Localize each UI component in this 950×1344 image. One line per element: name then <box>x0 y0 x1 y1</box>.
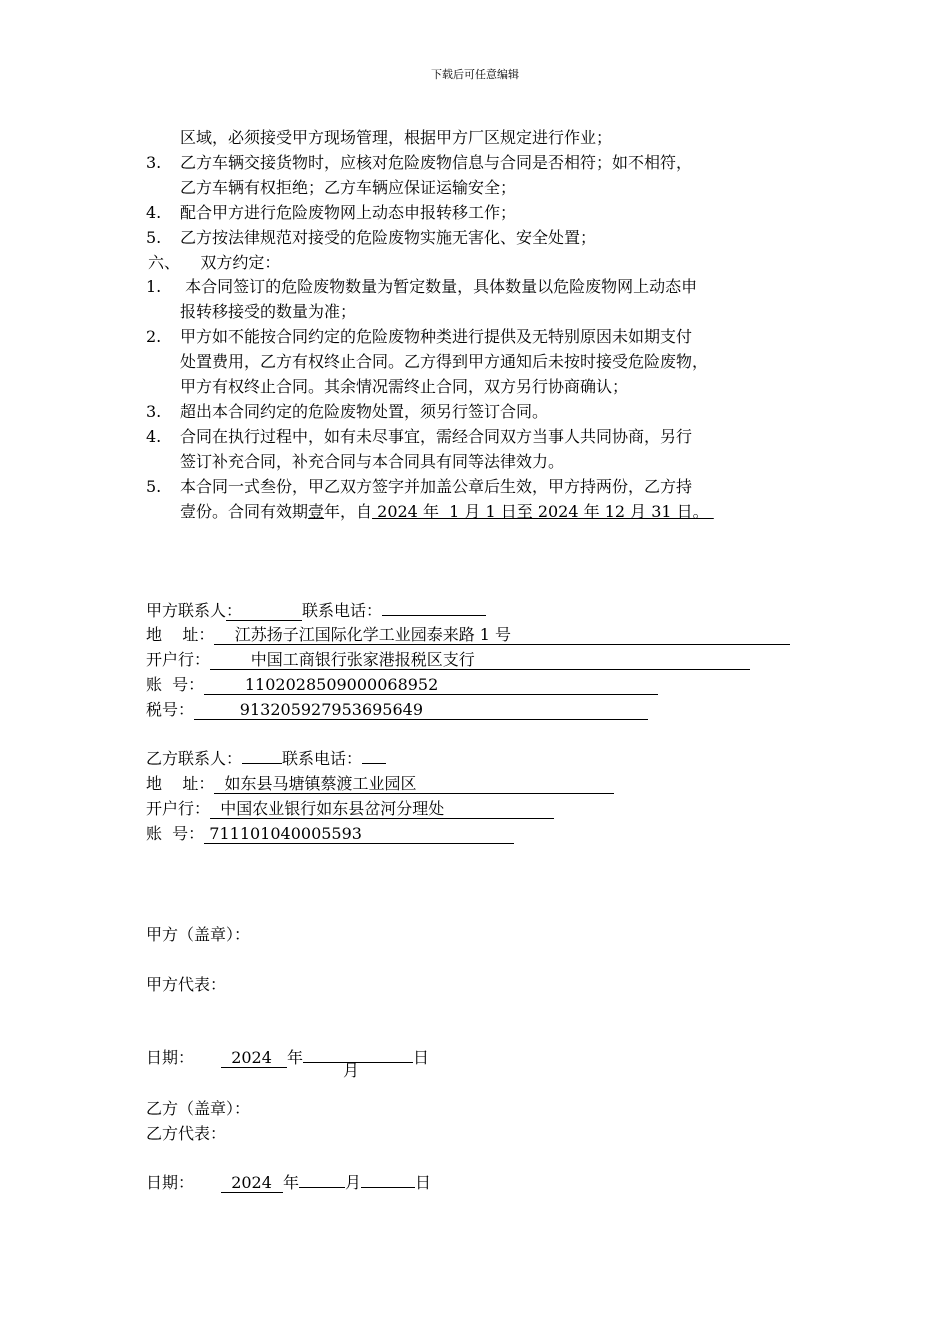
clause-number: 5. <box>146 228 162 247</box>
party-a-day-unit: 日 <box>413 1048 430 1067</box>
party-a-seal-label: 甲方（盖章）： <box>146 925 251 944</box>
party-b-phone-field <box>362 763 386 764</box>
party-a-date-label: 日期： <box>146 1048 195 1067</box>
party-a-date-row <box>146 1047 430 1080</box>
validity-mid: 年，自 <box>324 502 373 521</box>
party-a-representative-label: 甲方代表： <box>146 975 227 994</box>
party-b-day-field <box>361 1187 415 1188</box>
clause-number: 4. <box>146 427 162 446</box>
validity-prefix: 壹份。合同有效期 <box>180 502 309 521</box>
clause-line: 本合同签订的危险废物数量为暂定数量，具体数量以危险废物网上动态申 <box>180 277 698 296</box>
party-a-year-unit: 年 <box>287 1048 304 1067</box>
clause-line: 合同在执行过程中，如有未尽事宜，需经合同双方当事人共同协商，另行 <box>180 427 693 446</box>
party-b-year-unit: 年 <box>283 1173 300 1192</box>
party-b-bank-label: 开户行： <box>146 799 211 818</box>
page-header: 下载后可任意编辑 <box>431 68 519 81</box>
clause-number: 3. <box>146 402 162 421</box>
party-b-date-row <box>146 1172 431 1194</box>
party-b-contact-row <box>146 748 386 770</box>
party-b-bank-value: 中国农业银行如东县岔河分理处 <box>210 800 554 819</box>
clause-line: 报转移接受的数量为准； <box>180 302 357 321</box>
party-a-address-value: 江苏扬子江国际化学工业园泰来路 1 号 <box>214 626 790 645</box>
clause-number: 5. <box>146 477 162 496</box>
clause-line: 乙方按法律规范对接受的危险废物实施无害化、安全处置； <box>180 228 597 247</box>
clause-number: 4. <box>146 203 162 222</box>
party-a-bank-row <box>146 649 750 671</box>
party-b-bank-row <box>146 798 554 820</box>
party-a-address-label: 地 址： <box>146 625 215 644</box>
party-b-date-year: 2024 <box>221 1174 283 1193</box>
clause-line: 本合同一式叁份，甲乙双方签字并加盖公章后生效，甲方持两份，乙方持 <box>180 477 693 496</box>
party-b-day-unit: 日 <box>415 1173 432 1192</box>
party-a-tax-value: 913205927953695649 <box>194 701 648 720</box>
party-b-address-label: 地 址： <box>146 774 215 793</box>
party-a-address-row <box>146 624 790 646</box>
clause-line: 甲方有权终止合同。其余情况需终止合同，双方另行协商确认； <box>180 377 629 396</box>
clause-line: 签订补充合同，补充合同与本合同具有同等法律效力。 <box>180 452 565 471</box>
party-a-account-label: 账 号： <box>146 675 205 694</box>
party-b-account-label: 账 号： <box>146 824 205 843</box>
clause-line: 甲方如不能按合同约定的危险废物种类进行提供及无特别原因未如期支付 <box>180 327 693 346</box>
party-a-account-value: 1102028509000068952 <box>204 676 658 695</box>
party-b-seal-label: 乙方（盖章）： <box>146 1099 251 1118</box>
party-a-phone-field <box>382 615 486 616</box>
party-a-contact-row <box>146 600 486 622</box>
party-b-contact-field <box>242 763 282 764</box>
party-a-date-year: 2024 <box>221 1049 287 1068</box>
party-a-tax-row <box>146 699 648 721</box>
clause-number: 1. <box>146 277 162 296</box>
party-a-tax-label: 税号： <box>146 700 195 719</box>
clause-number: 3. <box>146 153 162 172</box>
party-a-contact-colon: ： <box>226 601 243 620</box>
clause-line: 乙方车辆有权拒绝；乙方车辆应保证运输安全； <box>180 178 517 197</box>
party-a-month-unit: 月 <box>343 1061 360 1080</box>
section-heading: 六、 双方约定： <box>148 253 281 272</box>
validity-term: 壹 <box>308 502 325 521</box>
party-b-phone-label: 联系电话： <box>282 749 363 768</box>
validity-line <box>180 501 714 523</box>
clause-line: 处置费用，乙方有权终止合同。乙方得到甲方通知后未按时接受危险废物， <box>180 352 709 371</box>
validity-period: 2024 年 1 月 1 日至 2024 年 12 月 31 日。 <box>372 502 714 521</box>
clause-number: 2. <box>146 327 162 346</box>
clause-line: 区域，必须接受甲方现场管理，根据甲方厂区规定进行作业； <box>180 128 613 147</box>
party-b-address-value: 如东县马塘镇蔡渡工业园区 <box>214 775 614 794</box>
party-b-contact-label: 乙方联系人： <box>146 749 243 768</box>
party-a-contact-field <box>226 602 302 621</box>
party-b-account-value: 711101040005593 <box>204 825 514 844</box>
clause-line: 配合甲方进行危险废物网上动态申报转移工作； <box>180 203 517 222</box>
party-b-month-unit: 月 <box>345 1173 362 1192</box>
party-b-account-row <box>146 823 514 845</box>
party-b-representative-label: 乙方代表： <box>146 1124 227 1143</box>
party-a-date-month-day <box>303 1061 413 1080</box>
party-a-phone-label: 联系电话： <box>302 601 383 620</box>
clause-line: 乙方车辆交接货物时，应核对危险废物信息与合同是否相符；如不相符， <box>180 153 693 172</box>
party-a-account-row <box>146 674 658 696</box>
party-b-month-field <box>299 1187 345 1188</box>
party-a-bank-value: 中国工商银行张家港报税区支行 <box>210 651 750 670</box>
party-a-bank-label: 开户行： <box>146 650 211 669</box>
party-b-date-label: 日期： <box>146 1173 195 1192</box>
party-a-contact-label: 甲方联系人 <box>146 601 227 620</box>
party-b-address-row <box>146 773 614 795</box>
clause-line: 超出本合同约定的危险废物处置，须另行签订合同。 <box>180 402 549 421</box>
